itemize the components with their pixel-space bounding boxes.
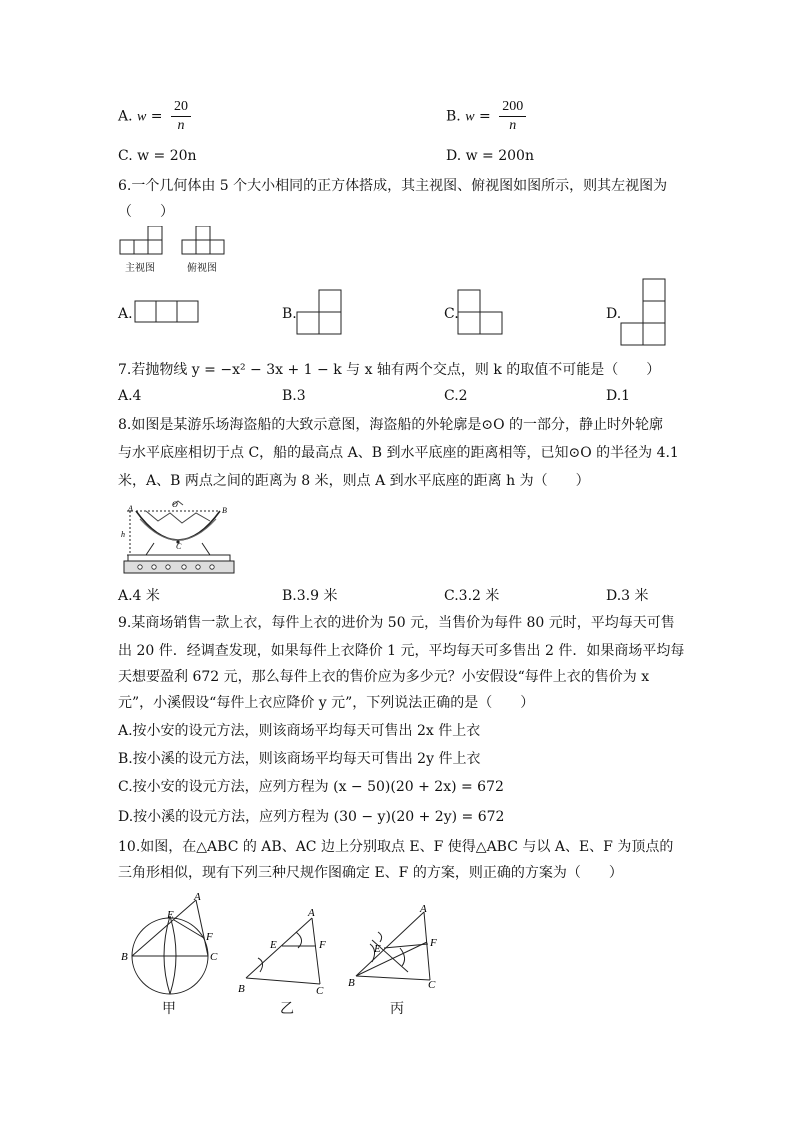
jia-label-b: B bbox=[121, 951, 128, 963]
label-a: A bbox=[128, 504, 133, 513]
q7-option-c: C.2 bbox=[444, 388, 468, 404]
q6-option-a-figure bbox=[134, 300, 200, 324]
q6-stem-line1: 6.一个几何体由 5 个大小相同的正方体搭成，其主视图、俯视图如图所示，则其左视图为 bbox=[118, 178, 668, 194]
caption-yi: 乙 bbox=[280, 1001, 294, 1017]
q9-stem-line3: 天想要盈利 672 元，那么每件上衣的售价应为多少元？小安假设“每件上衣的售价为 x bbox=[118, 669, 650, 685]
main-view-drawing bbox=[120, 226, 162, 254]
q9-option-b: B.按小溪的设元方法，则该商场平均每天可售出 2y 件上衣 bbox=[118, 751, 481, 767]
q6-option-d-figure bbox=[620, 278, 668, 346]
q9-stem-line2: 出 20 件．经调查发现，如果每件上衣降价 1 元，平均每天可多售出 2 件．如果商场平均每 bbox=[118, 643, 685, 659]
q6-option-a-label: A. bbox=[118, 306, 133, 322]
q8-option-d: D.3 米 bbox=[606, 588, 649, 604]
jia-label-f: F bbox=[206, 931, 213, 943]
label-h: h bbox=[121, 530, 125, 539]
top-view-drawing bbox=[182, 226, 224, 254]
q10-stem-line1: 10.如图，在△ABC 的 AB、AC 边上分别取点 E、F 使得△ABC 与以 A、E、F 为顶点的 bbox=[118, 839, 674, 855]
q6-option-d-label: D. bbox=[606, 306, 622, 322]
jia-label-e: E bbox=[167, 909, 174, 921]
caption-main-view: 主视图 bbox=[125, 263, 155, 274]
q10-stem-line2: 三角形相似，现有下列三种尺规作图确定 E、F 的方案，则正确的方案为（ ） bbox=[118, 865, 623, 881]
bing-label-e: E bbox=[374, 943, 381, 955]
q9-option-a: A.按小安的设元方法，则该商场平均每天可售出 2x 件上衣 bbox=[118, 723, 481, 739]
yi-label-a: A bbox=[308, 907, 315, 919]
q7-option-b: B.3 bbox=[282, 388, 306, 404]
label-o: O bbox=[172, 500, 178, 509]
q5-option-b: B. w = $\frac{200}{n}$ bbox=[446, 98, 530, 135]
q5-option-d: D. w = 200n bbox=[446, 148, 534, 164]
caption-top-view: 俯视图 bbox=[187, 263, 217, 274]
q6-option-b-label: B. bbox=[282, 306, 297, 322]
label-c: C bbox=[176, 542, 182, 551]
q5-option-a-fraction: $\frac{20}{n}$ bbox=[171, 98, 191, 135]
q5-option-b-fraction: $\frac{200}{n}$ bbox=[499, 98, 526, 135]
q9-option-d: D.按小溪的设元方法，应列方程为 (30 − y)(20 + 2y) = 672 bbox=[118, 809, 505, 825]
q7-option-a: A.4 bbox=[118, 388, 142, 404]
figure-yi bbox=[236, 906, 336, 996]
q9-stem-line1: 9.某商场销售一款上衣，每件上衣的进价为 50 元，当售价为每件 80 元时，平均每天可售 bbox=[118, 615, 675, 631]
q8-stem-line3: 米，A、B 两点之间的距离为 8 米，则点 A 到水平底座的距离 h 为（ ） bbox=[118, 473, 590, 489]
q6-stem-line2: （ ） bbox=[118, 204, 174, 220]
q8-option-b: B.3.9 米 bbox=[282, 588, 338, 604]
yi-label-e: E bbox=[270, 939, 277, 951]
q8-option-a: A.4 米 bbox=[118, 588, 160, 604]
q5-option-c: C. w = 20n bbox=[118, 148, 197, 164]
q8-stem-line2: 与水平底座相切于点 C，船的最高点 A、B 到水平底座的距离相等，已知⊙O 的半径为 4.1 bbox=[118, 445, 679, 461]
q9-option-c: C.按小安的设元方法，应列方程为 (x − 50)(20 + 2x) = 672 bbox=[118, 779, 504, 795]
figure-jia bbox=[118, 890, 224, 996]
caption-jia: 甲 bbox=[162, 1001, 176, 1017]
pirate-ship-figure bbox=[118, 497, 238, 577]
label-b: B bbox=[222, 506, 227, 515]
q7-stem: 7.若抛物线 y = −x² − 3x + 1 − k 与 x 轴有两个交点，则 k 的取值不可能是（ ） bbox=[118, 362, 661, 378]
q6-option-c-label: C. bbox=[444, 306, 459, 322]
jia-label-a: A bbox=[194, 891, 201, 903]
yi-label-c: C bbox=[316, 985, 324, 996]
q6-option-b-figure bbox=[296, 289, 342, 335]
q5-option-a: A. w = $\frac{20}{n}$ bbox=[118, 98, 195, 135]
yi-label-f: F bbox=[319, 939, 326, 951]
q6-option-c-figure bbox=[457, 289, 503, 335]
q8-stem-line1: 8.如图是某游乐场海盗船的大致示意图，海盗船的外轮廓是⊙O 的一部分，静止时外轮廓 bbox=[118, 417, 664, 433]
caption-bing: 丙 bbox=[390, 1001, 404, 1017]
q8-option-c: C.3.2 米 bbox=[444, 588, 500, 604]
q9-stem-line4: 元”，小溪假设“每件上衣应降价 y 元”，下列说法正确的是（ ） bbox=[118, 695, 535, 711]
jia-label-c: C bbox=[210, 951, 218, 963]
yi-label-b: B bbox=[238, 983, 245, 995]
figure-bing bbox=[348, 900, 448, 996]
bing-label-f: F bbox=[430, 937, 437, 949]
bing-label-c: C bbox=[428, 979, 436, 991]
bing-label-a: A bbox=[420, 903, 427, 915]
bing-label-b: B bbox=[348, 977, 355, 989]
q7-option-d: D.1 bbox=[606, 388, 631, 404]
